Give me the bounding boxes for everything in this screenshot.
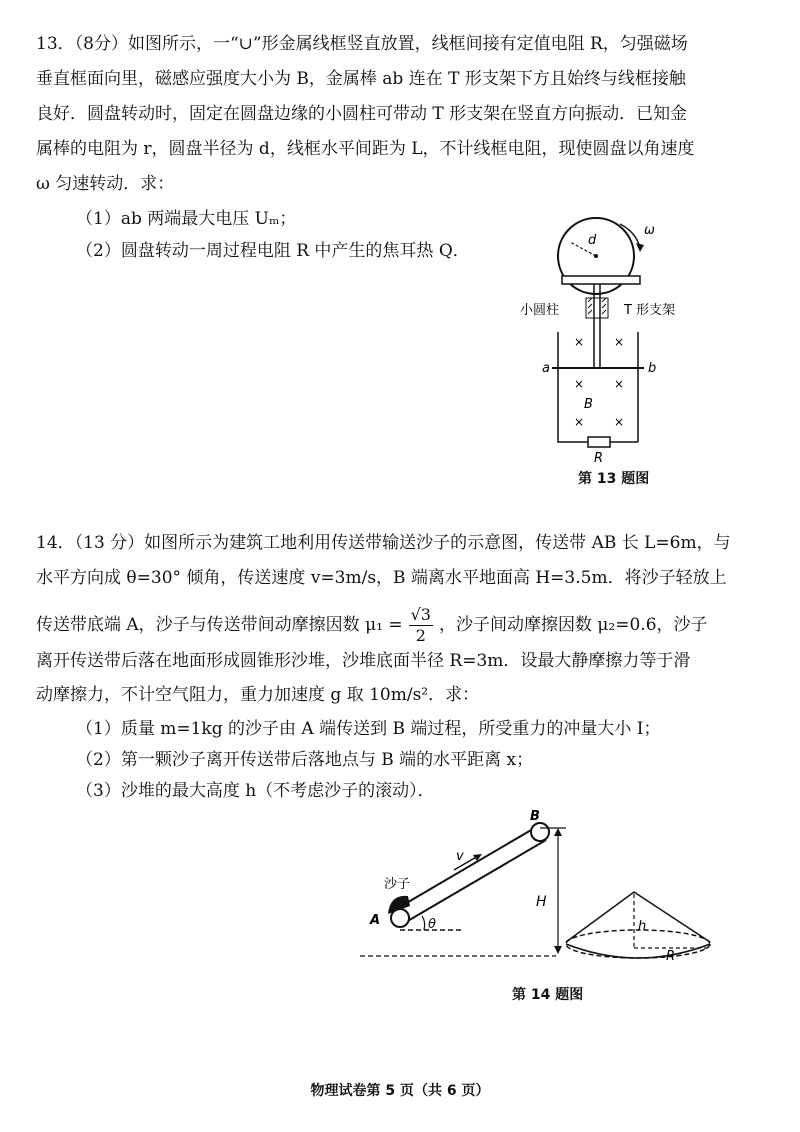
q13-line-3: 良好．圆盘转动时，固定在圆盘边缘的小圆柱可带动 T 形支架在竖直方向振动．已知金 [36, 104, 688, 124]
label-t-frame: T 形支架 [624, 303, 676, 318]
u-frame [558, 332, 638, 442]
label-B-field: B [584, 397, 593, 412]
field-cross: × [574, 415, 585, 429]
q14-figure [360, 808, 730, 978]
q13-line-1: 13．（8分）如图所示，一“∪”形金属线框竖直放置，线框间接有定值电阻 R，匀强磁场 [36, 34, 688, 54]
q14-line-5: 动摩擦力，不计空气阻力，重力加速度 g 取 10m/s²．求： [36, 685, 480, 705]
q14-line-3-start: 传送带底端 A，沙子与传送带间动摩擦因数 μ₁ = [36, 615, 403, 635]
pulley-B [531, 823, 549, 841]
label-h: h [638, 919, 647, 934]
q14-line-3 [36, 605, 708, 646]
q13-line-5: ω 匀速转动．求： [36, 174, 175, 194]
q13-subquestion-1: （1）ab 两端最大电压 Uₘ； [76, 209, 297, 229]
label-d: d [588, 233, 597, 248]
field-cross: × [614, 335, 625, 349]
field-cross: × [574, 335, 585, 349]
q13-caption: 第 13 题图 [578, 471, 650, 487]
page-footer: 物理试卷第 5 页（共 6 页） [310, 1083, 490, 1099]
label-H: H [536, 894, 547, 910]
label-a: a [542, 361, 550, 376]
q13-figure [510, 212, 690, 480]
q14-caption: 第 14 题图 [512, 987, 584, 1003]
mu1-numerator: √3 [410, 605, 431, 624]
field-cross: × [614, 377, 625, 391]
q14-line-3-end: ，沙子间动摩擦因数 μ₂=0.6，沙子 [438, 615, 708, 635]
label-v: v [456, 849, 464, 864]
q14-subquestion-1: （1）质量 m=1kg 的沙子由 A 端传送到 B 端过程，所受重力的冲量大小 I； [76, 719, 661, 739]
label-R-cone: R [666, 949, 676, 964]
resistor [588, 437, 610, 447]
q13-line-2: 垂直框面向里，磁感应强度大小为 B，金属棒 ab 连在 T 形支架下方且始终与线框接触 [36, 69, 686, 89]
label-A: A [370, 913, 381, 928]
q14-line-1: 14．（13 分）如图所示为建筑工地利用传送带输送沙子的示意图，传送带 AB 长 L=6m，与 [36, 533, 731, 553]
mu1-fraction [409, 605, 433, 646]
q13-line-4: 属棒的电阻为 r，圆盘半径为 d，线框水平间距为 L，不计线框电阻，现使圆盘以角速度 [36, 139, 695, 159]
q14-subquestion-3: （3）沙堆的最大高度 h（不考虑沙子的滚动）． [76, 781, 435, 801]
q14-line-4: 离开传送带后落在地面形成圆锥形沙堆，沙堆底面半径 R=3m．设最大静摩擦力等于滑 [36, 651, 691, 671]
mu1-denominator: 2 [415, 626, 426, 645]
label-sand: 沙子 [384, 877, 411, 892]
q13-subquestion-2: （2）圆盘转动一周过程电阻 R 中产生的焦耳热 Q． [76, 241, 470, 261]
label-R: R [594, 451, 604, 466]
label-omega: ω [644, 223, 655, 238]
label-b: b [648, 361, 657, 376]
label-small-cylinder: 小圆柱 [520, 303, 560, 318]
field-cross: × [614, 415, 625, 429]
label-B: B [530, 809, 540, 824]
q14-subquestion-2: （2）第一颗沙子离开传送带后落地点与 B 端的水平距离 x； [76, 750, 534, 770]
field-cross: × [574, 377, 585, 391]
label-theta: θ [428, 917, 436, 932]
q14-line-2: 水平方向成 θ=30° 倾角，传送速度 v=3m/s，B 端离水平地面高 H=3.5m．将沙子轻放上 [36, 568, 727, 588]
t-frame-bar [562, 276, 640, 284]
